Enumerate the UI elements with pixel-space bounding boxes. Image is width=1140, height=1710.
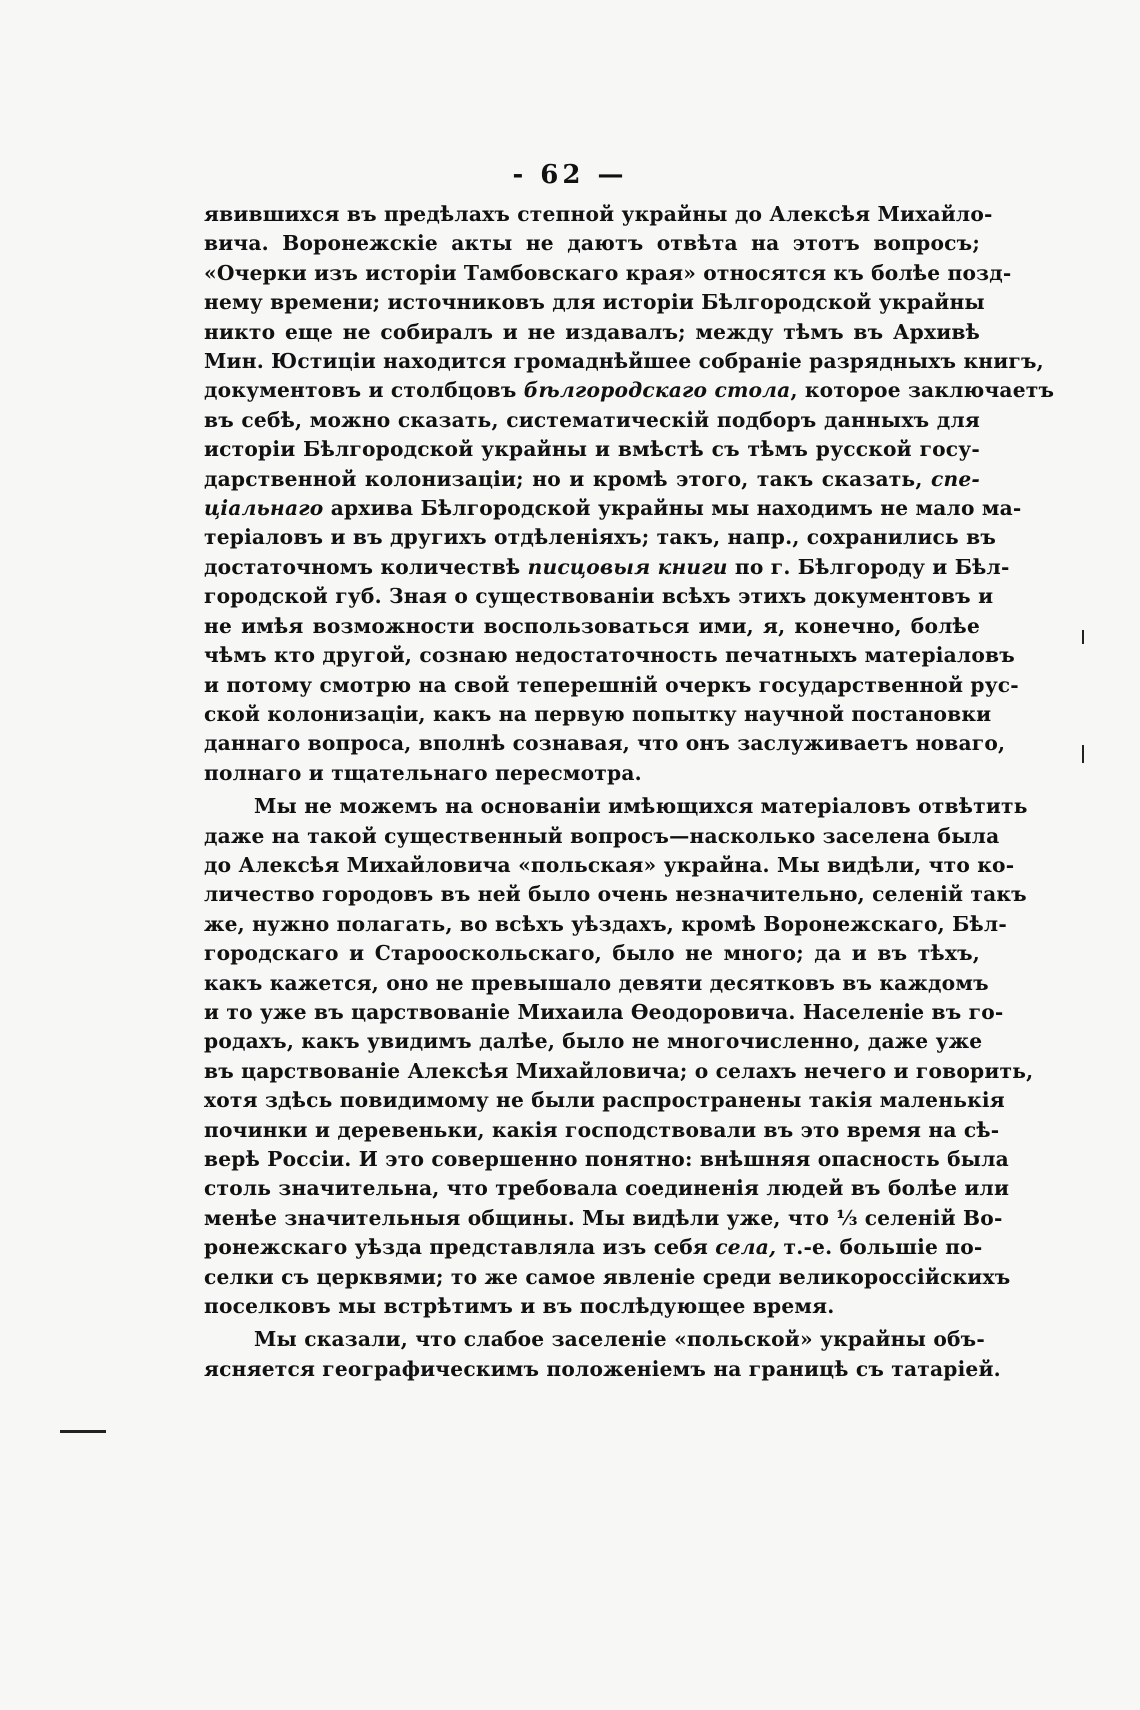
text-line: ясняется географическимъ положеніемъ на границѣ съ татаріей. <box>204 1356 1001 1381</box>
text-line: починки и деревеньки, какія господствовали въ это время на сѣ- <box>204 1117 1000 1142</box>
text-line: какъ кажется, оно не превышало девяти десятковъ въ каждомъ <box>204 970 989 995</box>
page-number: - 62 — <box>512 160 628 190</box>
text-line: Мин. Юстиціи находится громаднѣйшее собраніе разрядныхъ книгъ, <box>204 349 1044 374</box>
text-line: исторіи Бѣлгородской украйны и вмѣстѣ съ тѣмъ русской госу- <box>204 437 980 462</box>
text-line: селки съ церквями; то же самое явленіе среди великороссійскихъ <box>204 1264 1011 1289</box>
text-line: ской колонизаціи, какъ на первую попытку научной постановки <box>204 701 992 726</box>
text-line: даже на такой существенный вопросъ—насколько заселена была <box>204 823 1000 848</box>
text-line: вича. Воронежскіе акты не даютъ отвѣта на этотъ вопросъ; <box>204 231 980 256</box>
text-line: даннаго вопроса, вполнѣ сознавая, что онъ заслуживаетъ новаго, <box>204 731 1006 756</box>
text-line: документовъ и столбцовъ бѣлгородскаго стола, которое заключаетъ <box>204 378 1055 403</box>
text-line: Мы сказали, что слабое заселеніе «польской» украйны объ- <box>254 1327 985 1352</box>
text-line: городскаго и Старооскольскаго, было не много; да и въ тѣхъ, <box>204 941 980 966</box>
text-line: родахъ, какъ увидимъ далѣе, было не многочисленно, даже уже <box>204 1029 983 1054</box>
text-line: не имѣя возможности воспользоваться ими, я, конечно, болѣе <box>204 613 980 638</box>
page-body <box>204 200 1055 1384</box>
text-line: «Очерки изъ исторіи Тамбовскаго края» относятся къ болѣе позд- <box>204 260 1012 285</box>
text-line: ціальнаго архива Бѣлгородской украйны мы находимъ не мало ма- <box>204 496 1022 521</box>
text-line: хотя здѣсь повидимому не были распространены такія маленькія <box>204 1088 1005 1113</box>
text-line: дарственной колонизаціи; но и кромѣ этого, такъ сказать, спе- <box>204 466 980 491</box>
text-line: явившихся въ предѣлахъ степной украйны до Алексѣя Михайло- <box>204 202 993 226</box>
text-line: и потому смотрю на свой теперешній очеркъ государственной рус- <box>204 672 1019 697</box>
text-line: теріаловъ и въ другихъ отдѣленіяхъ; такъ, напр., сохранились въ <box>204 525 997 550</box>
text-line: поселковъ мы встрѣтимъ и въ послѣдующее время. <box>204 1294 835 1319</box>
text-line: и то уже въ царствованіе Михаила Ѳеодоровича. Населеніе въ го- <box>204 999 1004 1024</box>
text-line: столь значительна, что требовала соединенія людей въ болѣе или <box>204 1176 1010 1201</box>
margin-tick-mark <box>1082 745 1084 763</box>
margin-tick-mark <box>1082 630 1084 644</box>
text-line: Мы не можемъ на основаніи имѣющихся матеріаловъ отвѣтить <box>254 794 1028 819</box>
text-line: полнаго и тщательнаго пересмотра. <box>204 760 642 785</box>
text-line: никто еще не собиралъ и не издавалъ; между тѣмъ въ Архивѣ <box>204 319 980 344</box>
text-line: чѣмъ кто другой, сознаю недостаточность печатныхъ матеріаловъ <box>204 643 1015 668</box>
text-line: въ себѣ, можно сказать, систематическій подборъ данныхъ для <box>204 407 980 432</box>
text-line: въ царствованіе Алексѣя Михайловича; о селахъ нечего и говорить, <box>204 1058 1034 1083</box>
text-line: до Алексѣя Михайловича «польская» украйна. Мы видѣли, что ко- <box>204 852 1015 877</box>
text-line: городской губ. Зная о существованіи всѣхъ этихъ документовъ и <box>204 584 994 609</box>
text-line: нему времени; источниковъ для исторіи Бѣлгородской украйны <box>204 290 985 315</box>
paragraph <box>204 1325 1001 1384</box>
paragraph <box>204 200 1055 788</box>
paragraph <box>204 792 1034 1321</box>
margin-dash-mark <box>60 1430 106 1433</box>
text-line: верѣ Россіи. И это совершенно понятно: внѣшняя опасность была <box>204 1147 1009 1171</box>
text-line: же, нужно полагать, во всѣхъ уѣздахъ, кромѣ Воронежскаго, Бѣл- <box>204 911 1007 936</box>
text-line: менѣе значительныя общины. Мы видѣли уже, что ⅓ селеній Во- <box>204 1205 1003 1230</box>
text-line: ронежскаго уѣзда представляла изъ себя села, т.-е. большіе по- <box>204 1235 983 1260</box>
text-line: личество городовъ въ ней было очень незначительно, селеній такъ <box>204 882 1027 907</box>
text-line: достаточномъ количествѣ писцовыя книги по г. Бѣлгороду и Бѣл- <box>204 554 1010 579</box>
